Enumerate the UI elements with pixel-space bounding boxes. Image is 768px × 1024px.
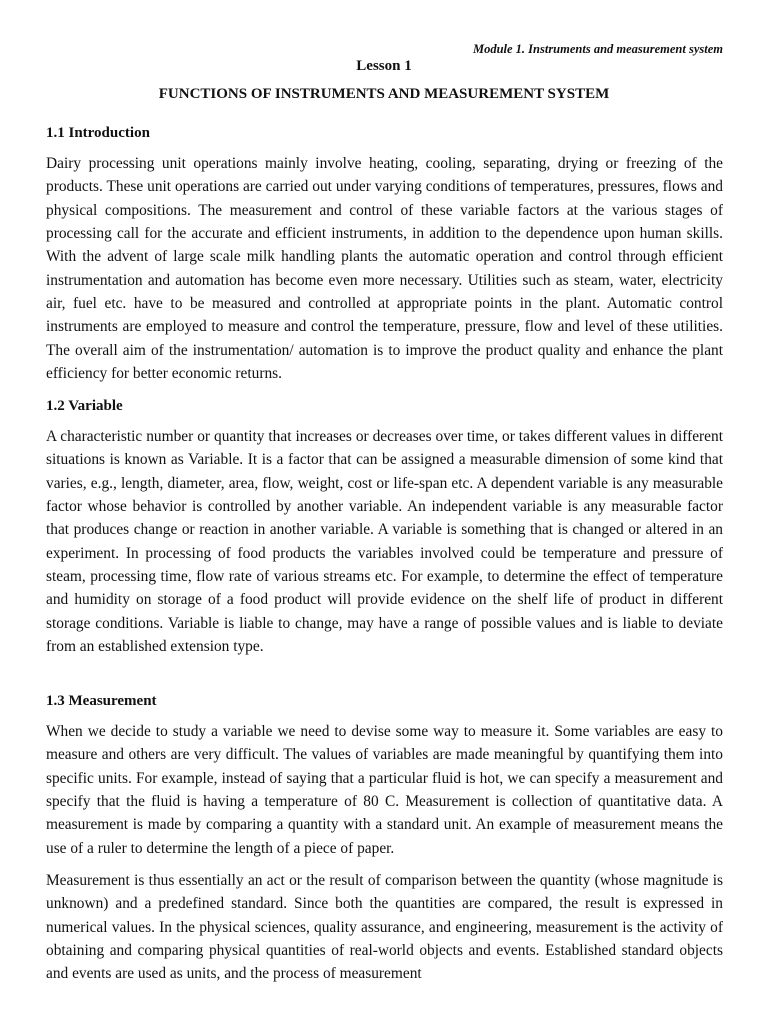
measurement-paragraph-2: Measurement is thus essentially an act or the result of comparison between the quantity (whose magnitude is unknown) and a predefined standard. Since both the quantities are compared, the result is expressed in numerical values. In the physical sciences, quality assurance, and engineering, measurement is the activity of obtaining and comparing physical quantities of real-world objects and events. Established standard objects and events are used as units, and the process of measurement [46,872,723,983]
section-heading-introduction: 1.1 Introduction [46,125,150,141]
measurement-paragraph-1: When we decide to study a variable we need to devise some way to measure it. Some variables are easy to measure and others are very difficult. The values of variables are made meaningful by quantifying them into specific units. For example, instead of saying that a particular fluid is hot, we can specify a measurement and specify that the fluid is having a temperature of 80 C. Measurement is collection of quantitative data. A measurement is made by comparing a quantity with a standard unit. An example of measurement means the use of a ruler to determine the length of a piece of paper. [46,723,723,857]
section-heading-measurement: 1.3 Measurement [46,693,157,709]
module-header: Module 1. Instruments and measurement system [472,42,723,56]
lesson-title: FUNCTIONS OF INSTRUMENTS AND MEASUREMENT SYSTEM [158,86,610,102]
variable-paragraph: A characteristic number or quantity that increases or decreases over time, or takes different values in different situations is known as Variable. It is a factor that can be assigned a measurable dimension of some kind that varies, e.g., length, diameter, area, flow, weight, cost or life-span etc. A dependent variable is any measurable factor whose behavior is controlled by another variable. An independent variable is any measurable factor that produces change or reaction in another variable. A variable is something that is changed or altered in an experiment. In processing of food products the variables involved could be temperature and pressure of steam, processing time, flow rate of various streams etc. For example, to determine the effect of temperature and humidity on storage of a food product will provide evidence on the shelf life of product in different storage conditions. Variable is liable to change, may have a range of possible values and is liable to deviate from an established extension type. [46,428,723,656]
introduction-paragraph: Dairy processing unit operations mainly involve heating, cooling, separating, drying or freezing of the products. These unit operations are carried out under varying conditions of temperatures, pressures, flows and physical compositions. The measurement and control of these variable factors at the various stages of processing call for the accurate and efficient instruments, in addition to the dependence upon human skills. With the advent of large scale milk handling plants the automatic operation and control through efficient instrumentation and automation has become even more necessary. Utilities such as steam, water, electricity air, fuel etc. have to be measured and controlled at appropriate points in the plant. Automatic control instruments are employed to measure and control the temperature, pressure, flow and level of these utilities. The overall aim of the instrumentation/ automation is to improve the product quality and enhance the plant efficiency for better economic returns. [46,155,723,383]
lesson-number: Lesson 1 [356,58,412,74]
section-heading-variable: 1.2 Variable [46,398,123,414]
